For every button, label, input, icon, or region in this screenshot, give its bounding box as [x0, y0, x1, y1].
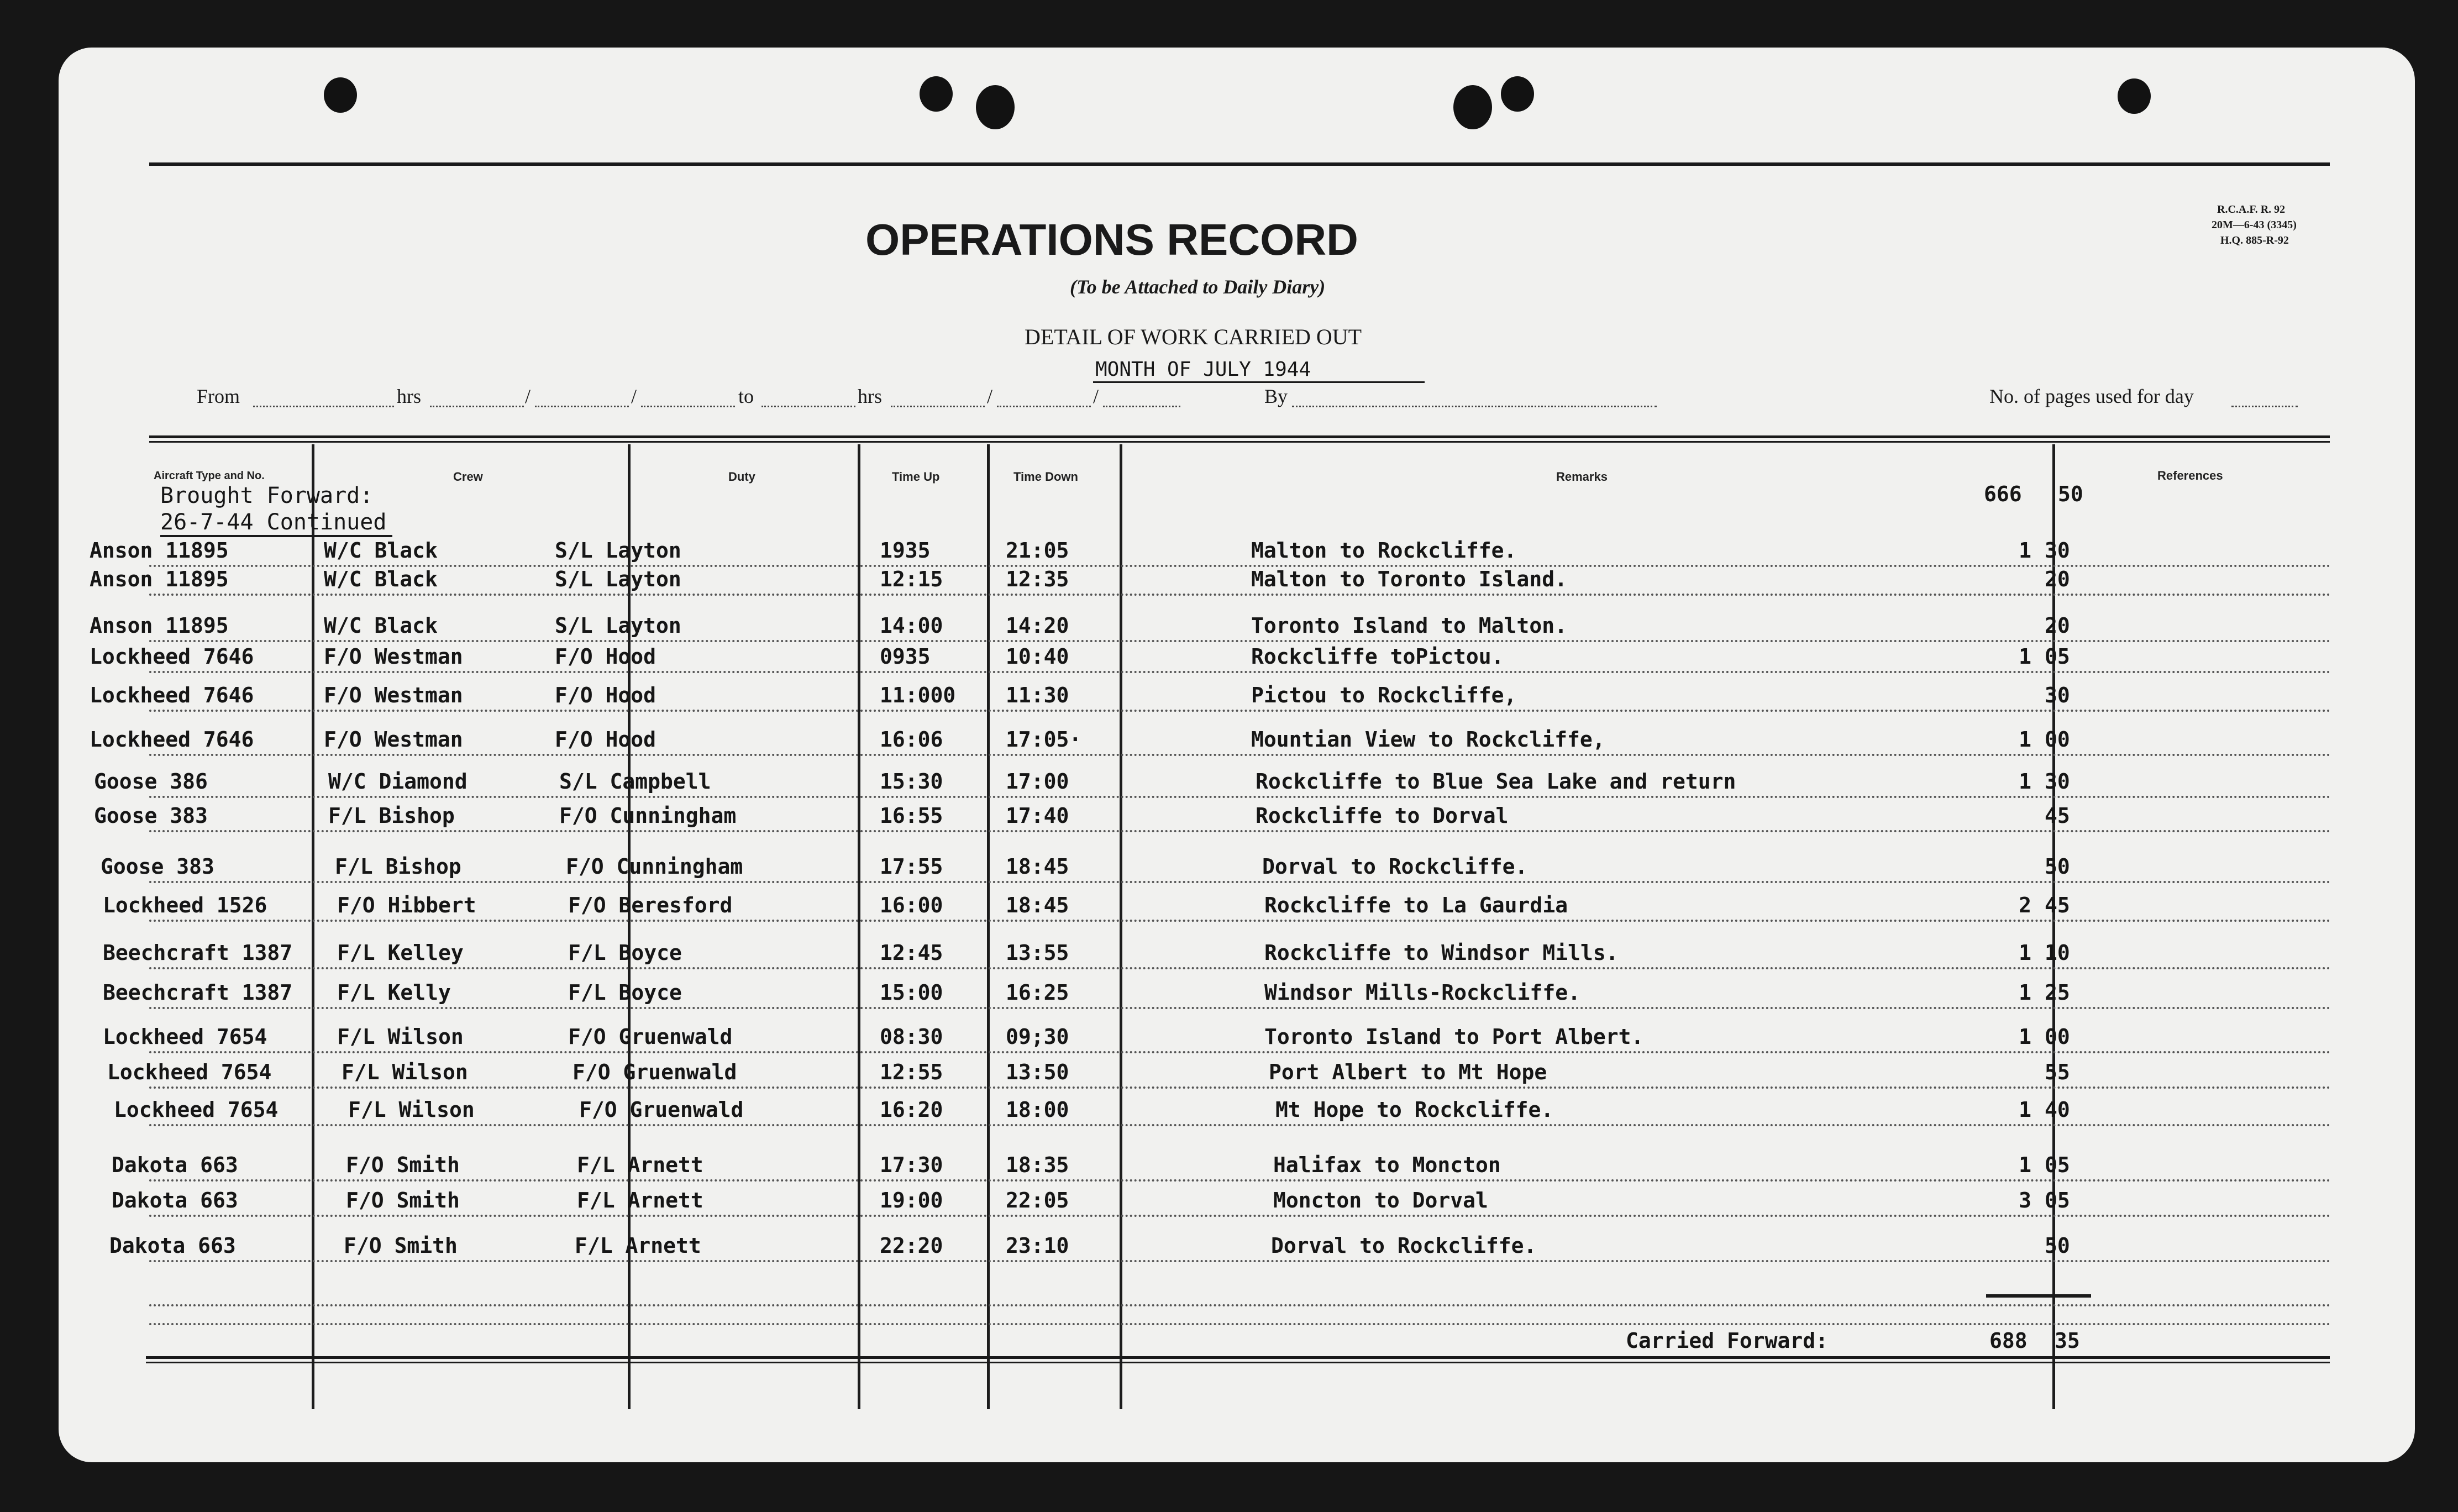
month-fill [641, 389, 735, 407]
minutes-cell: 30 [2045, 769, 2070, 794]
duty-cell: S/L Layton [555, 538, 681, 563]
time-down-cell: 12:35 [1006, 567, 1069, 591]
col-header-time-up: Time Up [892, 470, 940, 484]
time-up-cell: 12:45 [880, 941, 943, 965]
time-down-cell: 09;30 [1006, 1025, 1069, 1049]
from-fill [253, 389, 394, 407]
col-divider [1120, 444, 1122, 1409]
row-dotted-line [149, 920, 2332, 922]
table-top-rule [149, 441, 2330, 443]
duty-cell: F/O Gruenwald [579, 1098, 744, 1122]
row-dotted-line [149, 754, 2332, 756]
sum-rule [1986, 1294, 2091, 1298]
duty-cell: S/L Campbell [559, 769, 711, 794]
duty-cell: F/L Arnett [577, 1188, 703, 1212]
hours-cell: 1 [2019, 727, 2031, 752]
aircraft-cell: Anson 11895 [90, 613, 229, 638]
col-header-remarks: Remarks [1556, 470, 1608, 484]
crew-cell: F/O Smith [344, 1233, 458, 1258]
duty-cell: S/L Layton [555, 613, 681, 638]
table-top-rule [149, 435, 2330, 438]
punch-hole [2118, 78, 2151, 114]
carried-forward-hours: 688 [1989, 1329, 2028, 1353]
remarks-cell: Mt Hope to Rockcliffe. [1275, 1098, 1554, 1122]
time-up-cell: 08:30 [880, 1025, 943, 1049]
aircraft-cell: Anson 11895 [90, 567, 229, 591]
aircraft-cell: Goose 383 [101, 854, 214, 879]
remarks-cell: Rockcliffe to Windsor Mills. [1264, 941, 1619, 965]
duty-cell: F/O Beresford [568, 893, 733, 917]
row-dotted-line [149, 967, 2332, 969]
remarks-cell: Malton to Rockcliffe. [1251, 538, 1517, 563]
minutes-cell: 00 [2045, 1025, 2070, 1049]
month-heading: MONTH OF JULY 1944 [1095, 358, 1311, 381]
aircraft-cell: Goose 383 [94, 804, 208, 828]
crew-cell: F/L Wilson [342, 1060, 468, 1084]
time-up-cell: 16:06 [880, 727, 943, 752]
remarks-cell: Rockcliffe to Dorval [1256, 804, 1509, 828]
form-code-2: 20M—6-43 (3345) [2212, 219, 2297, 231]
time-down-cell: 14:20 [1006, 613, 1069, 638]
month2-fill [1103, 389, 1180, 407]
remarks-cell: Dorval to Rockcliffe. [1271, 1233, 1537, 1258]
time-up-cell: 12:55 [880, 1060, 943, 1084]
aircraft-cell: Lockheed 7654 [114, 1098, 279, 1122]
pages-label: No. of pages used for day [1989, 385, 2194, 407]
hrs2-fill [891, 389, 985, 407]
hours-cell: 1 [2019, 1153, 2031, 1177]
punch-hole [1453, 85, 1492, 129]
remarks-cell: Halifax to Moncton [1273, 1153, 1501, 1177]
row-dotted-line [149, 1124, 2332, 1126]
hours-cell: 1 [2019, 941, 2031, 965]
punch-hole [324, 77, 357, 113]
time-up-cell: 14:00 [880, 613, 943, 638]
page-subtitle: (To be Attached to Daily Diary) [1070, 276, 1326, 298]
time-up-cell: 16:55 [880, 804, 943, 828]
remarks-cell: Moncton to Dorval [1273, 1188, 1488, 1212]
hrs-fill [430, 389, 524, 407]
time-down-cell: 17:40 [1006, 804, 1069, 828]
by-label: By [1264, 385, 1288, 407]
by-fill [1292, 389, 1657, 407]
remarks-cell: Toronto Island to Malton. [1251, 613, 1567, 638]
hours-cell: 1 [2019, 769, 2031, 794]
pages-fill [2231, 389, 2298, 407]
aircraft-cell: Dakota 663 [112, 1153, 238, 1177]
aircraft-cell: Lockheed 7646 [90, 727, 254, 752]
time-up-cell: 15:00 [880, 980, 943, 1005]
row-dotted-line [149, 881, 2332, 883]
form-code-3: H.Q. 885-R-92 [2220, 234, 2289, 246]
remarks-cell: Rockcliffe toPictou. [1251, 644, 1504, 669]
time-up-cell: 17:55 [880, 854, 943, 879]
aircraft-cell: Beechcraft 1387 [103, 980, 293, 1005]
crew-cell: W/C Diamond [328, 769, 468, 794]
aircraft-cell: Lockheed 7654 [107, 1060, 272, 1084]
blank-dotted-line [149, 1304, 2332, 1306]
day2-fill [997, 389, 1091, 407]
remarks-cell: Mountian View to Rockcliffe, [1251, 727, 1605, 752]
remarks-cell: Rockcliffe to La Gaurdia [1264, 893, 1568, 917]
minutes-cell: 05 [2045, 644, 2070, 669]
remarks-cell: Rockcliffe to Blue Sea Lake and return [1256, 769, 1736, 794]
brought-forward-hours: 666 [1984, 482, 2022, 506]
remarks-cell: Pictou to Rockcliffe, [1251, 683, 1517, 707]
duty-cell: F/O Hood [555, 727, 656, 752]
duty-cell: F/O Cunningham [566, 854, 743, 879]
crew-cell: F/L Kelley [337, 941, 464, 965]
time-up-cell: 1935 [880, 538, 931, 563]
col-divider [312, 444, 314, 1409]
minutes-cell: 20 [2045, 567, 2070, 591]
time-up-cell: 11:000 [880, 683, 956, 707]
minutes-cell: 00 [2045, 727, 2070, 752]
time-down-cell: 21:05 [1006, 538, 1069, 563]
col-header-aircraft: Aircraft Type and No. [154, 470, 265, 482]
crew-cell: F/L Wilson [348, 1098, 475, 1122]
aircraft-cell: Lockheed 7654 [103, 1025, 267, 1049]
minutes-cell: 05 [2045, 1153, 2070, 1177]
time-down-cell: 18:00 [1006, 1098, 1069, 1122]
remarks-cell: Windsor Mills-Rockcliffe. [1264, 980, 1580, 1005]
slash: / [631, 385, 637, 407]
crew-cell: F/L Kelly [337, 980, 451, 1005]
remarks-cell: Malton to Toronto Island. [1251, 567, 1567, 591]
slash: / [1093, 385, 1099, 407]
blank-dotted-line [149, 1323, 2332, 1325]
aircraft-cell: Dakota 663 [112, 1188, 238, 1212]
crew-cell: F/L Bishop [335, 854, 461, 879]
minutes-cell: 50 [2045, 854, 2070, 879]
row-dotted-line [149, 594, 2332, 596]
crew-cell: W/C Black [324, 538, 438, 563]
hrs-label: hrs [397, 385, 421, 407]
punch-hole [976, 85, 1015, 129]
time-down-cell: 18:45 [1006, 893, 1069, 917]
duty-cell: F/L Boyce [568, 980, 682, 1005]
time-down-cell: 17:00 [1006, 769, 1069, 794]
row-dotted-line [149, 796, 2332, 798]
duty-cell: F/O Cunningham [559, 804, 737, 828]
punch-hole [1501, 76, 1534, 112]
day-fill [535, 389, 629, 407]
time-up-cell: 17:30 [880, 1153, 943, 1177]
carried-forward-minutes: 35 [2055, 1329, 2080, 1353]
minutes-cell: 30 [2045, 538, 2070, 563]
crew-cell: F/O Hibbert [337, 893, 476, 917]
date-line: 26-7-44 Continued [160, 510, 387, 535]
minutes-cell: 45 [2045, 893, 2070, 917]
time-down-cell: 17:05· [1006, 727, 1082, 752]
row-dotted-line [149, 565, 2332, 567]
crew-cell: F/O Westman [324, 727, 463, 752]
time-up-cell: 16:00 [880, 893, 943, 917]
row-dotted-line [149, 1179, 2332, 1182]
crew-cell: F/O Westman [324, 683, 463, 707]
row-dotted-line [149, 1086, 2332, 1089]
minutes-cell: 55 [2045, 1060, 2070, 1084]
time-down-cell: 23:10 [1006, 1233, 1069, 1258]
minutes-cell: 40 [2045, 1098, 2070, 1122]
duty-cell: F/O Gruenwald [568, 1025, 733, 1049]
crew-cell: F/O Smith [346, 1153, 460, 1177]
aircraft-cell: Dakota 663 [109, 1233, 236, 1258]
hours-cell: 3 [2019, 1188, 2031, 1212]
col-header-time-down: Time Down [1013, 470, 1078, 484]
row-dotted-line [149, 710, 2332, 712]
duty-cell: F/O Hood [555, 644, 656, 669]
duty-cell: S/L Layton [555, 567, 681, 591]
row-dotted-line [149, 1215, 2332, 1217]
minutes-cell: 20 [2045, 613, 2070, 638]
aircraft-cell: Lockheed 7646 [90, 683, 254, 707]
slash: / [525, 385, 531, 407]
time-up-cell: 16:20 [880, 1098, 943, 1122]
brought-forward-minutes: 50 [2058, 482, 2083, 506]
crew-cell: F/L Bishop [328, 804, 455, 828]
time-down-cell: 13:50 [1006, 1060, 1069, 1084]
time-down-cell: 11:30 [1006, 683, 1069, 707]
hours-cell: 1 [2019, 1025, 2031, 1049]
time-down-cell: 18:45 [1006, 854, 1069, 879]
table-bottom-rule [146, 1362, 2330, 1363]
hours-cell: 1 [2019, 1098, 2031, 1122]
brought-forward-label: Brought Forward: [160, 483, 374, 508]
minutes-cell: 25 [2045, 980, 2070, 1005]
row-dotted-line [149, 1007, 2332, 1009]
punch-hole [920, 76, 953, 112]
date-underline [160, 535, 392, 537]
hours-cell: 1 [2019, 644, 2031, 669]
table-bottom-rule [146, 1356, 2330, 1359]
col-header-crew: Crew [453, 470, 483, 484]
slash: / [987, 385, 993, 407]
duty-cell: F/L Arnett [575, 1233, 701, 1258]
minutes-cell: 45 [2045, 804, 2070, 828]
hours-cell: 1 [2019, 538, 2031, 563]
minutes-cell: 30 [2045, 683, 2070, 707]
time-down-cell: 18:35 [1006, 1153, 1069, 1177]
page-title: OPERATIONS RECORD [865, 215, 1358, 264]
aircraft-cell: Goose 386 [94, 769, 208, 794]
aircraft-cell: Beechcraft 1387 [103, 941, 293, 965]
to-fill [761, 389, 855, 407]
from-label: From [197, 385, 240, 407]
top-rule [149, 162, 2330, 166]
aircraft-cell: Lockheed 1526 [103, 893, 267, 917]
duty-cell: F/O Gruenwald [573, 1060, 737, 1084]
time-up-cell: 22:20 [880, 1233, 943, 1258]
remarks-cell: Port Albert to Mt Hope [1269, 1060, 1547, 1084]
time-down-cell: 16:25 [1006, 980, 1069, 1005]
crew-cell: F/O Smith [346, 1188, 460, 1212]
time-down-cell: 22:05 [1006, 1188, 1069, 1212]
remarks-cell: Dorval to Rockcliffe. [1262, 854, 1528, 879]
row-dotted-line [149, 1051, 2332, 1053]
section-title: DETAIL OF WORK CARRIED OUT [1025, 324, 1362, 349]
minutes-cell: 10 [2045, 941, 2070, 965]
col-divider [858, 444, 860, 1409]
row-dotted-line [149, 671, 2332, 673]
time-down-cell: 10:40 [1006, 644, 1069, 669]
col-header-references: References [2157, 469, 2223, 482]
duty-cell: F/L Boyce [568, 941, 682, 965]
hrs2-label: hrs [858, 385, 882, 407]
time-up-cell: 19:00 [880, 1188, 943, 1212]
minutes-cell: 50 [2045, 1233, 2070, 1258]
to-label: to [738, 385, 754, 407]
operations-record-card [59, 48, 2415, 1462]
col-divider [987, 444, 990, 1409]
hours-cell: 2 [2019, 893, 2031, 917]
time-up-cell: 15:30 [880, 769, 943, 794]
crew-cell: W/C Black [324, 567, 438, 591]
aircraft-cell: Lockheed 7646 [90, 644, 254, 669]
hours-cell: 1 [2019, 980, 2031, 1005]
month-underline [1093, 381, 1425, 383]
row-dotted-line [149, 830, 2332, 832]
crew-cell: F/L Wilson [337, 1025, 464, 1049]
crew-cell: F/O Westman [324, 644, 463, 669]
row-dotted-line [149, 640, 2332, 642]
crew-cell: W/C Black [324, 613, 438, 638]
minutes-cell: 05 [2045, 1188, 2070, 1212]
col-header-duty: Duty [728, 470, 755, 484]
aircraft-cell: Anson 11895 [90, 538, 229, 563]
time-down-cell: 13:55 [1006, 941, 1069, 965]
time-up-cell: 0935 [880, 644, 931, 669]
duty-cell: F/L Arnett [577, 1153, 703, 1177]
time-up-cell: 12:15 [880, 567, 943, 591]
carried-forward-label: Carried Forward: [1626, 1329, 1829, 1353]
row-dotted-line [149, 1260, 2332, 1262]
remarks-cell: Toronto Island to Port Albert. [1264, 1025, 1644, 1049]
duty-cell: F/O Hood [555, 683, 656, 707]
form-code-1: R.C.A.F. R. 92 [2217, 203, 2286, 216]
